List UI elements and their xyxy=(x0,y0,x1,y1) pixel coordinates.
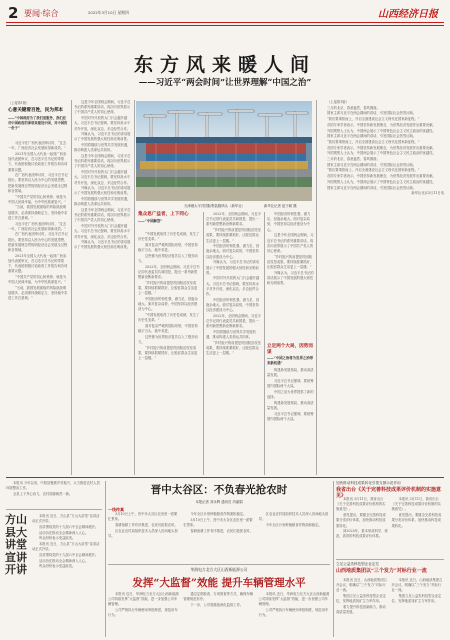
issue-date: 2022年3月10日 星期四 xyxy=(88,10,129,15)
paragraph: 区农业农村局组织技术人员深入田间地头指导。 xyxy=(258,512,329,522)
paragraph: 外媒认为，习近平总书记的讲话展示了中国发展的强大韧性和光明前景。 xyxy=(74,240,131,250)
paragraph: 今年全区计划种植粮食作物面积稳定。 xyxy=(190,512,247,516)
paragraph: 今年全区计划种植粮食作物面积稳定。 xyxy=(265,522,322,527)
paragraph: 本报讯 近日，方山县“方山大讲堂”宣讲活动正式开讲。 xyxy=(32,542,100,552)
paragraph: 外媒认为，习近平总书记的讲话展示了中国发展的强大韧性和光明前景。 xyxy=(267,270,314,286)
paragraph: 宣讲围绕党的十九届六中全会精神展开。 xyxy=(39,524,99,529)
column-5a-text xyxy=(267,212,315,338)
side-story-text xyxy=(32,514,102,636)
paragraph: 外国观察人士认为，中国两会展示了中国特色社会主义民主政治的优越性。 xyxy=(327,151,436,156)
paragraph: 本报讯 近日，华润电力北方大区山西新能源公司持续发挥“大监督”效能，进一步加强公司车辆管理。 xyxy=(108,592,179,607)
paragraph: 中国对外开放的大门只会越开越大。习近平总书记强调，要坚持高水平对外开放，深化双边、多边经贸合作。 xyxy=(206,276,260,297)
paragraph: 构建新发展格局，推动高质量发展。 xyxy=(267,400,314,410)
paragraph: 外国观察人士认为，中国两会展示了中国特色社会主义民主政治的优越性。 xyxy=(327,128,436,133)
paragraph: 在广西代表团审议时，习近平总书记指出，要坚持以人民为中心的发展思想，把新发展理念贯彻到经济社会发展全过程和各领域。 xyxy=(8,173,68,193)
section-separator xyxy=(6,477,444,478)
paragraph: “当前，我国发展面临的风险挑战明显增多，必须保持战略定力，坚持稳中求进工作总基调。” xyxy=(8,205,68,220)
paragraph: 中国将继续与世界共享发展机遇，推动构建人类命运共同体。 xyxy=(206,329,256,340)
paragraph: 中国将继续与世界共享发展机遇，推动构建人类命运共同体。 xyxy=(74,197,131,207)
paragraph: 意见提出，要健全完善科技成果分类评价体系，加快推动科技成果转化。 xyxy=(391,513,442,528)
paragraph: 在广西代表团审议时，习近平总书记指出，要坚持以人民为中心的发展思想，把新发展理念贯彻到经济社会发展全过程和各领域。 xyxy=(8,232,68,253)
paragraph: 活动旨在推动全会精神深入人心。 xyxy=(39,530,89,535)
paragraph: 国家主席习近平在两会期间的讲话，引发国际社会热烈反响。 xyxy=(327,185,417,190)
paragraph: “中国发展取得了历史性成就、发生了历史性变革。” xyxy=(138,313,200,323)
paragraph: 2022年，全国两会期间，习近平总书记同代表委员共商国是，提出一系列新思想新论断新要求。 xyxy=(206,212,261,227)
paragraph: 中国经济的韧性强、潜力足、回旋余地大。面对复杂局势，中国坚持以经济建设为中心。 xyxy=(138,296,198,312)
paragraph: 国家主席习近平在两会期间的讲话，引发国际社会热烈反响。 xyxy=(327,162,417,167)
taigu-byline: 本报记者 刘永辉 通讯员 冯丽娟 xyxy=(195,500,243,504)
paragraph: 本报讯 近日，方山县“方山大讲堂”宣讲活动正式开讲。 xyxy=(32,514,100,524)
paragraph: 本报讯 3月11日，我省出台《关于完善科技成果评价机制的实施意见》。 xyxy=(391,497,441,512)
box-2 xyxy=(267,344,315,365)
paragraph: 公司严格执行车辆使用审批制度，规范用车行为。 xyxy=(108,608,178,618)
paragraph: 习近平总书记强调，要统筹国内国际两个大局。 xyxy=(267,411,314,421)
paragraph: 公司严格执行车辆使用审批制度，规范用车行为。 xyxy=(258,608,329,618)
paragraph: 各国专家学者表示，中国坚持新发展理念，为世界经济发展作出重要贡献。 xyxy=(327,145,436,150)
paragraph: 中国经济的韧性强、潜力足、回旋余地大。面对复杂局势，中国坚持以经济建设为中心。 xyxy=(206,297,260,313)
paragraph: 本报讯 近日，山西地质集团召开会议，明确以“三个发力”对标行业一流。 xyxy=(336,578,387,593)
paragraph: 习近平在广西代表团审议时，“过去一年，广西经济社会发展取得新成效。” xyxy=(8,141,67,151)
side-story-title: 方山县大讲堂宣讲开讲 xyxy=(5,513,27,576)
header-rule-thin xyxy=(6,25,444,26)
paragraph: 外国观察人士认为，中国两会展示了中国特色社会主义民主政治的优越性。 xyxy=(327,179,436,184)
main-headline: 东方风来暖人间 xyxy=(133,54,316,76)
paragraph: 2021年全国人大代表一起到广西参加代表团审议，在习近平总书记的带领下，代表团积极讨论政府工作报告和各项重要议题。 xyxy=(8,253,68,274)
paragraph: 这些都为世界经济复苏注入了强劲动力。 xyxy=(138,334,198,345)
paragraph: 国家主席习近平在两会期间的讲话，引发国际社会热烈反响。 xyxy=(327,111,417,116)
taigu-text xyxy=(108,512,330,562)
sci-text xyxy=(336,497,444,557)
paragraph: 全县上下齐心协力，农村面貌焕然一新。 xyxy=(13,491,73,496)
container-port-image xyxy=(136,101,312,201)
paragraph: “中国发展取得了历史性成就、发生了历史性变革。” xyxy=(138,232,200,242)
intro-sub: ——“中国政府为了我们而服务，我们应对中国政府的承诺来建设中国，对中国的一份子” xyxy=(8,115,68,130)
paragraph: 外媒认为，习近平总书记的讲话展示了中国发展的强大韧性和光明前景。 xyxy=(74,186,131,196)
bottom-left-top-text xyxy=(6,481,102,507)
paragraph: “我们要乘势而上，开启全面建设社会主义现代化国家新征程。” xyxy=(327,117,420,122)
paragraph: 集团立足公益类科技型企业定位，发挥地质找矿主力军作用。 xyxy=(336,594,386,604)
paragraph: 2022年，全国两会期间，习近平总书记同代表委员共商国是，提出一系列新思想新论断新要求。 xyxy=(138,264,200,280)
geo-text xyxy=(336,578,444,636)
paragraph: “当前，我国发展面临的风险挑战明显增多，必须保持战略定力，坚持稳中求进工作总基调。” xyxy=(8,285,68,301)
paragraph: 各国专家学者表示，中国坚持新发展理念，为世界经济发展作出重要贡献。 xyxy=(327,122,436,127)
paragraph: 着力提升科技创新能力，推动高质量发展。 xyxy=(336,605,386,615)
paragraph: 中国之治为世界提供了新的选择。 xyxy=(267,389,314,400)
paragraph: 中国对外开放的大门只会越开越大。习近平总书记强调，要坚持高水平对外开放，深化双边、多边经贸合作。 xyxy=(74,170,131,185)
column-4-text xyxy=(206,212,262,475)
paragraph: “乡村振兴的前提是巩固脱贫攻坚成果，要持续抓紧抓好，让脱贫群众生活更上一层楼。” xyxy=(138,280,198,296)
paragraph: 通过定期检查、专项督查等方式，确保车辆管理规范有序。 xyxy=(183,592,253,602)
paragraph: 新华社北京3月11日电 xyxy=(411,191,444,196)
paragraph: 面对复杂严峻的国际形势，中国坚持稳字当头、稳中求进。 xyxy=(138,242,198,253)
paragraph: “我们要乘势而上，开启全面建设社会主义现代化国家新征程。” xyxy=(327,139,420,144)
box-2-title: 立足两个大局，因势而谋 xyxy=(267,344,313,355)
newspaper-logo: 山西经济日报 xyxy=(378,9,438,20)
intro-block xyxy=(8,100,68,132)
paragraph: 习近平总书记强调，要统筹国内国际两个大局。 xyxy=(267,378,314,389)
paragraph: “中国共产党的初心和使命，就是为中国人民谋幸福，为中华民族谋复兴。” xyxy=(8,194,67,204)
paragraph: 这是今年全国两会期间，习近平总书记的系列重要讲话，再次向世界展示了中国共产党人的初心使命。 xyxy=(74,154,131,169)
paragraph: 国家主席习近平在两会期间的讲话，引发国际社会热烈反响。 xyxy=(327,134,417,139)
column-2-text xyxy=(74,100,133,475)
paragraph: 中国经济的韧性强、潜力足、回旋余地大。面对复杂局势，中国坚持以经济建设为中心。 xyxy=(267,212,311,232)
paragraph: 这些都为世界经济复苏注入了强劲动力。 xyxy=(138,253,198,264)
paragraph: 集团立足公益类科技型企业定位，发挥地质找矿主力军作用。 xyxy=(391,594,442,604)
paragraph: 本报讯 近日，华润电力北方大区山西新能源公司持续发挥“大监督”效能，进一步加强公司车辆管理。 xyxy=(258,592,330,607)
paragraph: 外媒认为，习近平总书记的讲话展示了中国发展的强大韧性和光明前景。 xyxy=(74,132,131,142)
huarun-tag: 华润电力北方大区山西新能源公司 xyxy=(190,567,248,572)
geo-headline: 山西地质集团以“三个发力”对标行业一流 xyxy=(336,568,427,574)
paragraph: “乡村振兴的前提是巩固脱贫攻坚成果，要持续抓紧抓好，让脱贫群众生活更上一层楼。” xyxy=(206,340,261,356)
column-right-text xyxy=(320,100,444,472)
huarun-story xyxy=(108,567,330,590)
paragraph: 习近平在广西代表团审议时，“过去一年，广西经济社会发展取得新成效。” xyxy=(8,221,67,231)
huarun-headline: 发挥“大监督”效能 提升车辆管理水平 xyxy=(132,577,306,589)
paragraph: 本报讯 3月11日，我省出台《关于完善科技成果评价机制的实施意见》。 xyxy=(336,497,386,512)
box-1 xyxy=(138,212,200,223)
paragraph: “我们要乘势而上，开启全面建设社会主义现代化国家新征程。” xyxy=(327,168,420,173)
paragraph: 宣讲围绕党的十九届六中全会精神展开。 xyxy=(39,552,99,557)
paragraph: 外媒认为，习近平总书记的讲话展示了中国发展的强大韧性和光明前景。 xyxy=(206,260,260,275)
paragraph: 中国将继续与世界共享发展机遇，推动构建人类命运共同体。 xyxy=(74,143,131,153)
photo-credit: 新华社记者 赵子硕 摄 xyxy=(264,204,297,208)
geo-story xyxy=(336,562,444,574)
paragraph: 构建新发展格局，推动高质量发展。 xyxy=(267,368,314,378)
taigu-tag: 一线传真 xyxy=(108,507,124,512)
paragraph: 各国专家学者表示，中国坚持新发展理念，为世界经济发展作出重要贡献。 xyxy=(327,174,436,179)
paragraph: 中国对外开放的大门只会越开越大。习近平总书记强调，要坚持高水平对外开放，深化双边、多边经贸合作。 xyxy=(74,116,131,131)
paragraph: 区农业农村局组织技术人员深入田间地头指导。 xyxy=(108,528,178,538)
paragraph: 这是今年全国两会期间，习近平总书记的系列重要讲话，再次向世界展示了中国共产党人的初心使命。 xyxy=(74,208,131,223)
paragraph: “中国共产党的初心和使命，就是为中国人民谋幸福，为中华民族谋复兴。” xyxy=(8,275,67,285)
paragraph: 下一步，公司将继续深化监督工作。 xyxy=(190,602,244,607)
box-1-sub: ——“中国解答” xyxy=(138,218,163,223)
paragraph: 听众纷纷表示受益匪浅。 xyxy=(39,536,76,541)
paragraph: 意见提出，要健全完善科技成果分类评价体系，加快推动科技成果转化。 xyxy=(336,513,386,528)
box-2-text xyxy=(267,368,315,475)
paragraph: “乡村振兴的前提是巩固脱贫攻坚成果，要持续抓紧抓好，让脱贫群众生活更上一层楼。” xyxy=(138,345,198,361)
page-number: 2 xyxy=(8,4,19,22)
sci-tag: 加快推动科技成果转化引领支撑示范作用 xyxy=(336,481,401,485)
paragraph: 到2025年，基本形成科学、规范、高效的科技成果评价体系。 xyxy=(336,529,388,539)
paragraph: “乡村振兴的前提是巩固脱贫攻坚成果，要持续抓紧抓好，让脱贫群众生活更上一层楼。” xyxy=(267,254,314,270)
section-name: 要闻·综合 xyxy=(24,9,59,18)
taigu-story xyxy=(108,482,330,513)
paragraph: 中国经济的韧性强、潜力足、回旋余地大。面对复杂局势，中国坚持以经济建设为中心。 xyxy=(206,244,260,259)
paragraph: 3月10日上午，晋中市太谷区农田里一派繁忙景象。 xyxy=(183,517,253,527)
port-photo xyxy=(136,101,312,201)
column-1-text xyxy=(8,141,68,475)
paragraph: 三月的北京，春意盎然，春风拂面。 xyxy=(327,157,380,162)
intro-title: 心意关键看百姓，民为邦本 xyxy=(8,108,64,113)
paragraph: 活动旨在推动全会精神深入人心。 xyxy=(39,558,89,563)
geo-tag: 立足公益类科技型企业定位 xyxy=(336,562,380,566)
paragraph: 中国对外开放的大门只会越开越大。习近平总书记强调，要坚持高水平对外开放，深化双边、多边经贸合作。 xyxy=(74,224,131,239)
paragraph: 三月的北京，春意盎然，春风拂面。 xyxy=(327,105,380,110)
paragraph: 2022年，全国两会期间，习近平总书记同代表委员共商国是，提出一系列新思想新论断新要求。 xyxy=(206,313,261,329)
intro-tag: （上接第1版） xyxy=(8,101,30,105)
paragraph: 本报讯 近日，山西地质集团召开会议，明确以“三个发力”对标行业一流。 xyxy=(391,578,443,593)
paragraph: 春耕备耕工作有序推进，农民们抢抓农时。 xyxy=(115,522,178,527)
paragraph: 春耕备耕工作有序推进，农民们抢抓农时。 xyxy=(190,528,253,533)
paragraph: 3月10日上午，晋中市太谷区农田里一派繁忙景象。 xyxy=(108,512,178,522)
paragraph: “乡村振兴的前提是巩固脱贫攻坚成果，要持续抓紧抓好，让脱贫群众生活更上一层楼。” xyxy=(206,228,261,243)
sci-headline: 我省出台《关于完善科技成果评价机制的实施意见》 xyxy=(336,487,442,499)
photo-caption: 天津港太平洋国际集装箱码头（新华社） xyxy=(184,204,246,208)
box-1-title: 集众思广益者，上下同心 xyxy=(138,212,189,217)
paragraph: 2021年全国人大代表一起到广西参加代表团审议，在习近平总书记的带领下，代表团积极讨论政府工作报告和各项重要议题。 xyxy=(8,151,68,172)
paragraph: （上接第1版） xyxy=(327,100,349,104)
main-subhead: ——习近平“两会时间”让世界理解“中国之治” xyxy=(138,78,312,88)
paragraph: 面对复杂严峻的国际形势，中国坚持稳字当头、稳中求进。 xyxy=(138,323,198,334)
header-rule xyxy=(6,22,444,23)
box-1-text xyxy=(138,232,200,475)
paragraph: 这是今年全国两会期间，习近平总书记的系列重要讲话，再次向世界展示了中国共产党人的初心使命。 xyxy=(74,100,131,115)
paragraph: 听众纷纷表示受益匪浅。 xyxy=(39,564,76,569)
box-2-sub: ——“中国之治将为世界之治带来新机遇” xyxy=(267,356,314,366)
huarun-text xyxy=(108,592,330,636)
taigu-headline: 晋中太谷区：不负春光抢农时 xyxy=(150,484,288,496)
paragraph: 本报讯 今年以来，中阳县聚焦乡村振兴，大力推进农村人居环境整治工作。 xyxy=(6,481,100,491)
paragraph: 这是今年全国两会期间，习近平总书记的系列重要讲话，再次向世界展示了中国共产党人的初心使命。 xyxy=(267,233,314,253)
